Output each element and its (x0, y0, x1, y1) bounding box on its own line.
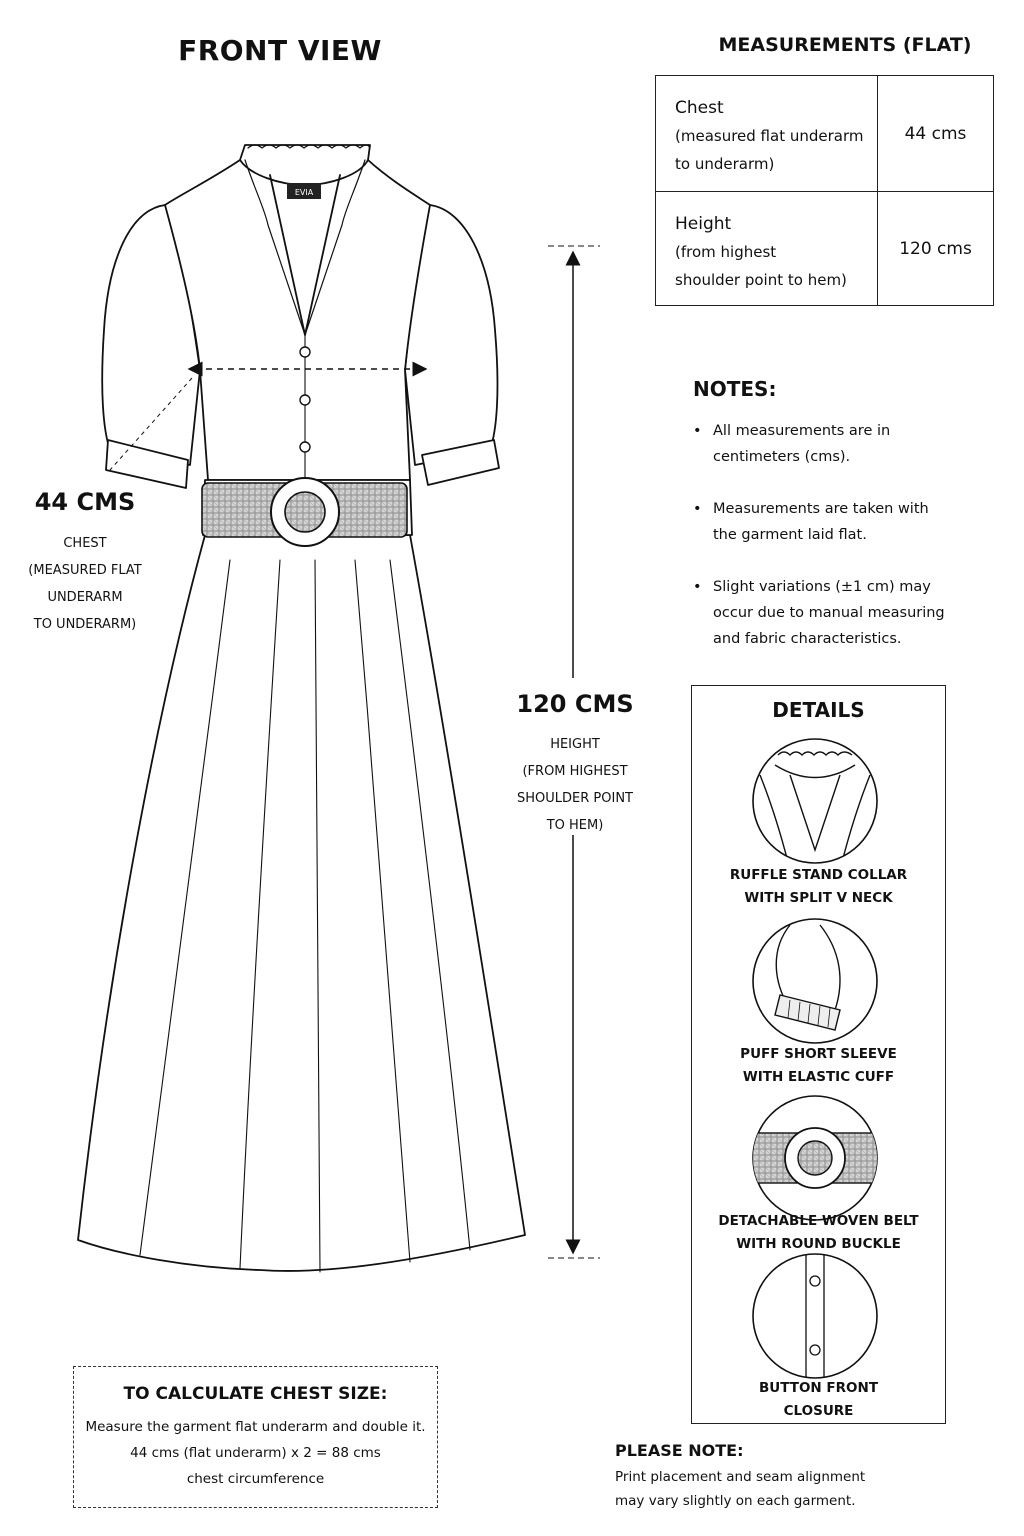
skirt (78, 535, 525, 1271)
note-item: • All measurements are in centimeters (cms). (693, 418, 983, 470)
measurement-value: 44 cms (904, 123, 967, 144)
note-item: • Measurements are taken with the garment laid flat. (693, 496, 983, 548)
note-item: • Slight variations (±1 cm) may occur due to manual measuring and fabric characteristics. (693, 574, 983, 652)
measurement-row-height (656, 192, 993, 305)
chest-calc-line: Measure the garment flat underarm and double it. (85, 1419, 426, 1435)
detail-label-collar: RUFFLE STAND COLLAR WITH SPLIT V NECK (729, 867, 908, 906)
measurement-name: Chest (675, 98, 724, 118)
bullet-icon: • (693, 423, 702, 439)
measurement-desc: shoulder point to hem) (675, 271, 847, 289)
measurements-title: MEASUREMENTS (FLAT) (718, 34, 972, 56)
chest-calc-title: TO CALCULATE CHEST SIZE: (123, 1384, 388, 1404)
bodice (165, 160, 430, 480)
please-note-title: PLEASE NOTE: (615, 1441, 744, 1460)
bullet-icon: • (693, 579, 702, 595)
please-note-line: may vary slightly on each garment. (615, 1493, 856, 1509)
chest-calc-line: chest circumference (186, 1471, 325, 1487)
measurements-table (655, 75, 994, 306)
please-note-line: Print placement and seam alignment (615, 1469, 866, 1485)
front-button (300, 347, 310, 357)
front-view-title: FRONT VIEW (178, 34, 382, 67)
height-callout-value: 120 CMS (516, 690, 634, 718)
height-callout-caption: HEIGHT (FROM HIGHEST SHOULDER POINT TO HEM) (517, 737, 633, 833)
front-button (300, 442, 310, 452)
detail-label-sleeve: PUFF SHORT SLEEVE WITH ELASTIC CUFF (740, 1046, 897, 1085)
bullet-icon: • (693, 501, 702, 517)
measurement-desc: (measured flat underarm (675, 127, 864, 145)
details-title: DETAILS (772, 698, 865, 722)
brand-label-text: EVIA (294, 188, 314, 197)
detail-label-belt: DETACHABLE WOVEN BELT WITH ROUND BUCKLE (718, 1213, 919, 1252)
chest-callout-caption: CHEST (MEASURED FLAT UNDERARM TO UNDERARM) (28, 536, 142, 632)
notes-title: NOTES: (693, 377, 777, 401)
measurement-desc: (from highest (675, 243, 777, 261)
front-button (300, 395, 310, 405)
measurement-row-chest (656, 76, 993, 192)
chest-callout-value: 44 CMS (34, 488, 136, 516)
chest-calc-line: 44 cms (flat underarm) x 2 = 88 cms (130, 1445, 381, 1461)
detail-label-buttons: BUTTON FRONT CLOSURE (758, 1380, 879, 1419)
measurement-name: Height (675, 214, 732, 234)
measurement-desc: to underarm) (675, 155, 775, 173)
measurement-value: 120 cms (899, 238, 972, 259)
